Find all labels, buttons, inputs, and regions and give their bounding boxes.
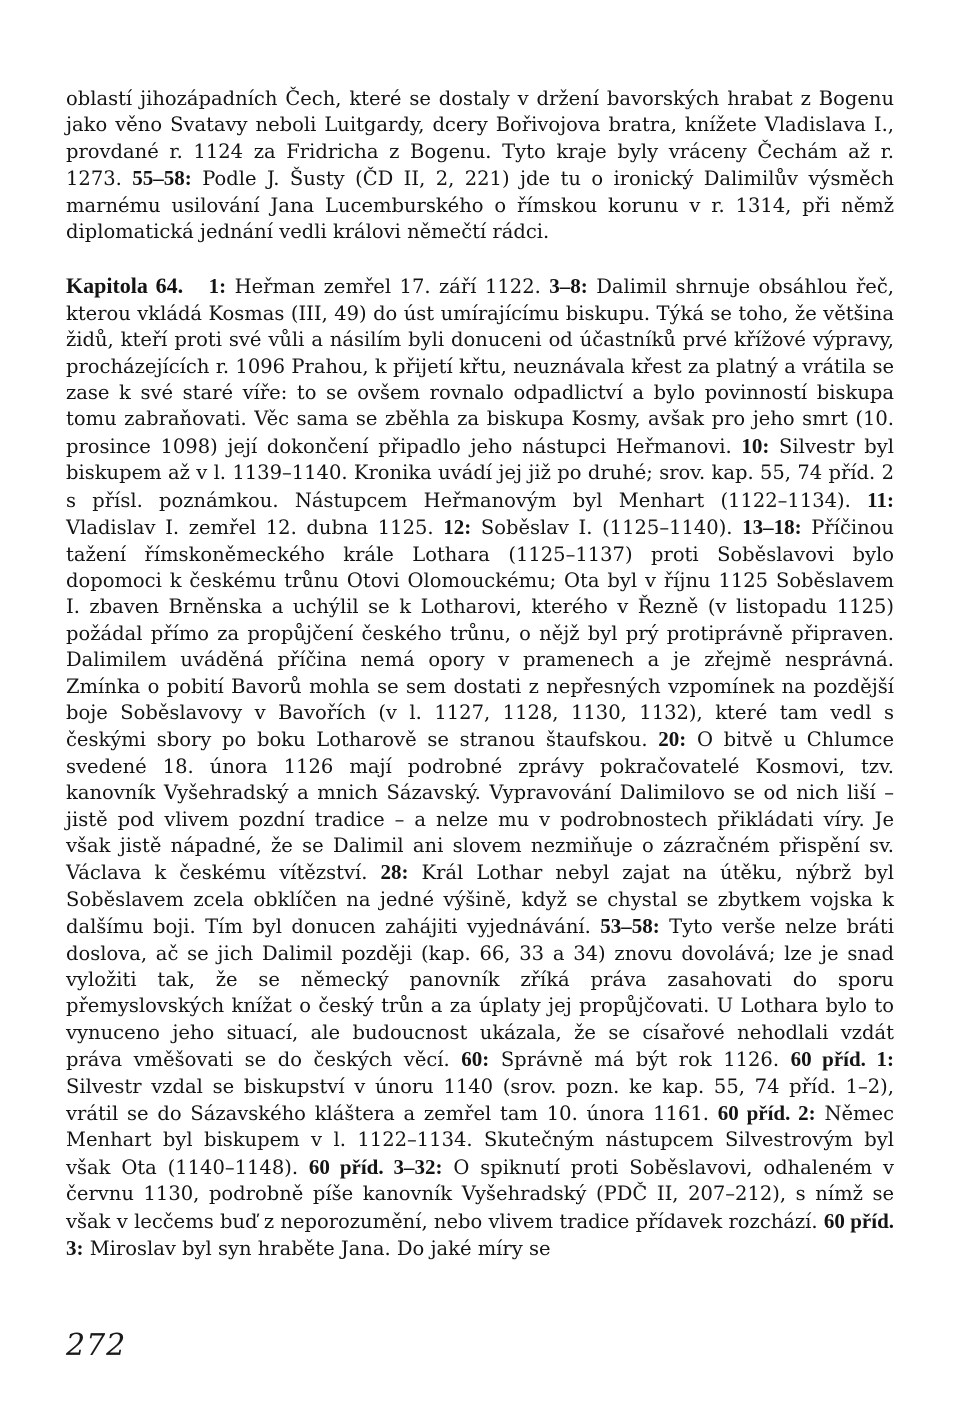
commentary-page — [66, 86, 894, 1262]
note-text: Dalimil shrnuje obsáhlou řeč, kterou vkládá Kosmas (III, 49) do úst umírajícímu biskupu. Týká se toho, že většina židů, kteří proti své vůli a násilím byli donuceni od účastníků prvé křížové výpravy, procházejících r. 1096 Prahou, k přijetí křtu, neuznávala křest za platný a vrátila se zase k své staré víře: to se ovšem rovnalo odpadlictví a bylo povinností biskupa tomu zabraňovati. Věc sama se zběhla za biskupa Kosmy, avšak pro jeho smrt (10. prosince 1098) její dokončení připadlo jeho nástupci Heřmanovi. — [66, 275, 894, 458]
note-label: 20: — [658, 727, 687, 752]
note-label: 10: — [741, 433, 770, 458]
note-text: Vladislav I. zemřel 12. dubna 1125. — [66, 516, 434, 540]
chapter-64-notes — [66, 273, 894, 1262]
note-label: 13–18: — [742, 515, 802, 540]
note-text: Heřman zemřel 17. září 1122. — [234, 275, 541, 299]
note-text: Miroslav byl syn hraběte Jana. Do jaké míry se — [89, 1237, 551, 1261]
note-label: 1: — [208, 274, 227, 299]
note-label: 60 příd. 1: — [790, 1047, 895, 1072]
note-text: oblastí jihozápadních Čech, které se dostaly v držení bavorských hrabat z Bogenu jako věno Svatavy neboli Luitgardy, dcery Bořivojova bratra, knížete Vladislava I., provdané r. 1124 za Fridricha z Bogenu. Tyto kraje byly vráceny Čechám až r. 1273. — [66, 87, 894, 191]
note-label: 60 příd. 2: — [717, 1101, 816, 1126]
note-label: 28: — [380, 860, 409, 885]
note-label: 55–58: — [132, 166, 192, 191]
note-text: O bitvě u Chlumce svedené 18. února 1126 mají podrobné zprávy pokračovatelé Kosmovi, tzv. kanovník Vyšehradský a mnich Sázavský. Vypravování Dalimilovo se od nich liší – jistě pod vlivem pozdní tradice – a nelze mu v podrobnostech přikládati víry. Je však jistě nápadné, že se Dalimil ani slovem nezmiňuje o zázračném přispění sv. Václava k českému vítězství. — [66, 728, 894, 885]
note-text: Soběslav I. (1125–1140). — [480, 516, 733, 540]
note-text: Silvestr byl biskupem až v l. 1139–1140. Kronika uvádí jej již po druhé; srov. kap. 55, 74 příd. 2 s přísl. poznámkou. Nástupcem Heřmanovým byl Menhart (1122–1134). — [66, 434, 895, 512]
chapter-heading: Kapitola 64. — [66, 273, 184, 299]
note-label: 53–58: — [600, 914, 660, 939]
note-text: Příčinou tažení římskoněmeckého krále Lothara (1125–1137) proti Soběslavovi bylo dopomoci k českému trůnu Otovi Olomouckému; Ota byl v říjnu 1125 Soběslavem I. zbaven Brněnska a uchýlil se k Lotharovi, kterého v Řezně (v listopadu 1125) požádal přímo za propůjčení českého trůnu, o nějž byl prý protiprávně připraven. Dalimilem uváděná příčina nemá opory v pramenech a je zřejmě nesprávná. Zmínka o pobití Bavorů mohla se sem dostati z nepřesných vzpomínek na pozdější boje Soběslavovy v Bavořích (v l. 1127, 1128, 1130, 1132), které tam vedl s českými sbory po boku Lotharově se stranou štaufskou. — [66, 516, 894, 752]
note-continuation — [66, 86, 894, 245]
page-number: 272 — [66, 1328, 127, 1363]
note-label: 60 příd. 3: — [66, 1208, 894, 1261]
note-text: Správně má být rok 1126. — [500, 1048, 780, 1072]
note-text: Král Lothar nebyl zajat na útěku, nýbrž byl Soběslavem zcela obklíčen na jedné výšině, když se chystal se zbytkem vojska k dalšímu boji. Tím byl donucen zahájiti vyjednávání. — [66, 861, 895, 939]
note-text: O spiknutí proti Soběslavovi, odhaleném v červnu 1130, podrobně píše kanovník Vyšehradský (PDČ II, 207–212), s nímž se však v lecčems buď z neporozumění, nebo vlivem tradice přídavek rozchází. — [66, 1155, 894, 1233]
note-text: Podle J. Šusty (ČD II, 2, 221) jde tu o ironický Dalimilův výsměch marnému usilování Jana Lucemburského o římskou korunu v r. 1314, při němž diplomatická jednání vedli královi němečtí rádci. — [66, 167, 895, 244]
section-gap — [66, 245, 894, 273]
note-label: 3–8: — [549, 274, 588, 299]
note-label: 60: — [461, 1047, 490, 1072]
note-text: Němec Menhart byl biskupem v l. 1122–1134. Skutečným nástupcem Silvestrovým byl však Ota (1140–1148). — [66, 1102, 894, 1179]
note-label: 60 příd. 3–32: — [308, 1154, 443, 1179]
note-label: 12: — [443, 515, 472, 540]
note-text: Tyto verše nelze bráti doslova, ač se jich Dalimil později (kap. 66, 33 a 34) znovu dovolává; lze je snad vyložiti tak, že se německý panovník zříká práva zasahovati do sporu přemyslovských knížat o český trůn a za úplaty jej propůjčovati. U Lothara bylo to vynuceno jeho situací, ale budoucnost ukázala, že se císařové nehodlali vzdát práva vměšovati se do českých věcí. — [66, 915, 894, 1072]
note-text: Silvestr vzdal se biskupství v únoru 1140 (srov. pozn. ke kap. 55, 74 příd. 1–2), vrátil se do Sázavského kláštera a zemřel tam 10. února 1161. — [66, 1074, 894, 1126]
note-label: 11: — [867, 487, 894, 512]
